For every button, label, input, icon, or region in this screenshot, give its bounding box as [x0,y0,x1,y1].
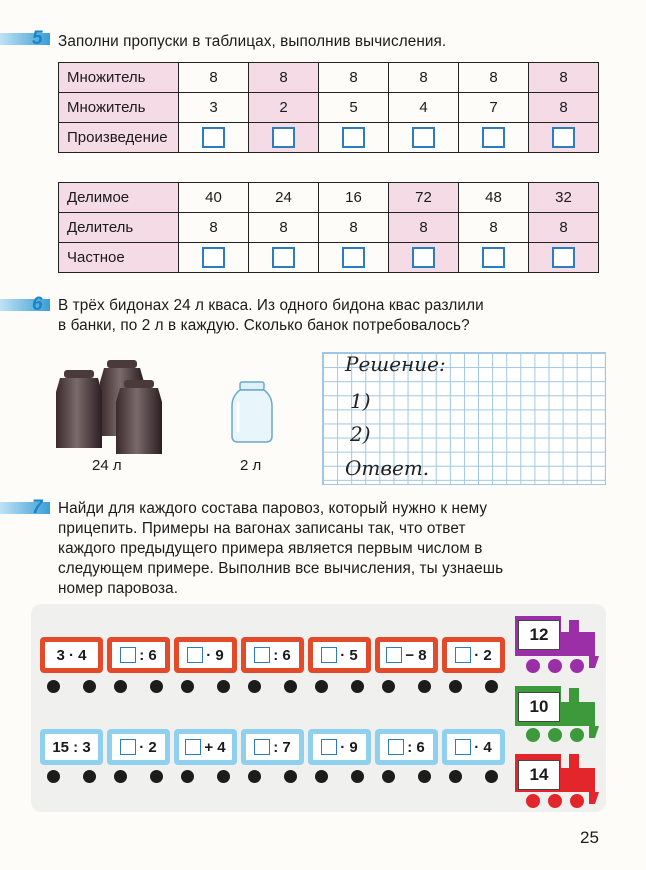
task7-line: следующем примере. Выполнив все вычисления, ты узнаешь [58,560,504,577]
answer-box-square[interactable] [552,127,575,148]
answer-box[interactable] [179,243,249,273]
blue-wagon-text: · 4 [474,738,492,756]
answer-box-square[interactable] [202,247,225,268]
table2-label-divisor: Делитель [59,213,179,243]
answer-box-square[interactable] [321,647,337,663]
red-wagon-text: · 5 [340,646,358,664]
table1-cell: 8 [179,63,249,93]
task7-line: Найди для каждого состава паровоз, который нужно к нему [58,500,488,517]
wheel [315,770,328,783]
table1-cell: 5 [319,93,389,123]
locomotive-14[interactable] [511,750,601,812]
page-number: 25 [580,828,599,847]
red-wagon-text: : 6 [273,646,291,664]
solution-step2: 2) [350,422,371,446]
task6-line1: В трёх бидонах 24 л кваса. Из одного бидона квас разлили [58,297,484,314]
answer-box-square[interactable] [120,647,136,663]
wheel [150,680,163,693]
blue-wagon-expr [447,734,500,760]
answer-box-square[interactable] [552,247,575,268]
blue-wagon-text: : 6 [407,738,425,756]
red-wagon-expr [447,642,500,668]
table2-cell: 72 [389,183,459,213]
task7-number: 7 [32,497,43,518]
task7-line: прицепить. Примеры на вагонах записаны так, что ответ [58,520,466,537]
red-wagon-text: : 6 [139,646,157,664]
red-wagon [375,637,438,673]
milk-cans-icon [50,352,170,456]
answer-box-square[interactable] [272,127,295,148]
answer-box-square[interactable] [342,247,365,268]
table2-cell: 24 [249,183,319,213]
table1-cell: 8 [249,63,319,93]
wheel [418,680,431,693]
answer-box-square[interactable] [455,647,471,663]
table2-label-quotient: Частное [59,243,179,273]
trains-area [31,604,606,812]
answer-box[interactable] [249,123,319,153]
blue-wagon-expr [45,734,98,760]
red-wagon [174,637,237,673]
red-wagon-text: − 8 [405,646,427,664]
red-wagon-expr [179,642,232,668]
blue-wagon-expr [246,734,299,760]
blue-wagon-expr [380,734,433,760]
red-wagon [241,637,304,673]
red-wagon [107,637,170,673]
jar-label: 2 л [240,457,262,474]
answer-box-square[interactable] [482,127,505,148]
table2-cell: 40 [179,183,249,213]
blue-wagon-text: 15 : 3 [52,738,91,756]
answer-box[interactable] [529,123,599,153]
wheel [47,680,60,693]
answer-box-square[interactable] [321,739,337,755]
jar-icon [230,380,274,444]
division-table [58,182,599,273]
wheel [181,680,194,693]
table1-label-product: Произведение [59,123,179,153]
wheel [449,770,462,783]
blue-wagon-text: · 9 [340,738,358,756]
locomotive-12[interactable] [511,614,601,676]
wheel [248,770,261,783]
wheel [449,680,462,693]
answer-box-square[interactable] [272,247,295,268]
answer-box[interactable] [319,123,389,153]
wheel [284,770,297,783]
red-wagon-expr [313,642,366,668]
wheel [217,680,230,693]
task7-line: каждого предыдущего примера является первым числом в [58,540,483,557]
task6-number: 6 [32,294,43,315]
blue-wagon-expr [179,734,232,760]
table2-label-dividend: Делимое [59,183,179,213]
answer-box-square[interactable] [187,647,203,663]
blue-wagon [241,729,304,765]
blue-wagon [442,729,505,765]
answer-box-square[interactable] [455,739,471,755]
table2-cell: 48 [459,183,529,213]
table1-cell: 8 [389,63,459,93]
multiplication-table [58,62,599,153]
task5-number: 5 [32,28,43,49]
solution-step1: 1) [350,389,371,413]
locomotive-number: 14 [518,760,560,790]
answer-box-square[interactable] [388,739,404,755]
wheel [83,770,96,783]
red-wagon-expr [112,642,165,668]
red-wagon-expr [45,642,98,668]
table2-cell: 8 [319,213,389,243]
solution-answer: Ответ. [345,456,430,480]
table2-cell: 8 [249,213,319,243]
answer-box-square[interactable] [412,247,435,268]
table1-label-factor2: Множитель [59,93,179,123]
wheel [382,770,395,783]
wheel [418,770,431,783]
wheel [485,770,498,783]
table1-cell: 8 [459,63,529,93]
table1-cell: 2 [249,93,319,123]
answer-box[interactable] [389,123,459,153]
answer-box-square[interactable] [342,127,365,148]
table1-cell: 4 [389,93,459,123]
task5-text: Заполни пропуски в таблицах, выполнив вычисления. [58,33,447,50]
answer-box-square[interactable] [120,739,136,755]
red-wagon-text: · 2 [474,646,492,664]
blue-wagon-expr [313,734,366,760]
red-wagon-expr [246,642,299,668]
task6-line2: в банки, по 2 л в каждую. Сколько банок потребовалось? [58,317,470,334]
red-wagon-text: 3 · 4 [56,646,87,664]
blue-wagon-expr [112,734,165,760]
answer-box[interactable] [389,243,459,273]
solution-heading: Решение: [345,352,446,376]
answer-box-square[interactable] [412,127,435,148]
answer-box-square[interactable] [482,247,505,268]
table1-cell: 8 [319,63,389,93]
answer-box-square[interactable] [386,647,402,663]
blue-wagon [40,729,103,765]
wheel [47,770,60,783]
task7-line: номер паровоза. [58,580,179,597]
red-wagon-expr [380,642,433,668]
blue-wagon [375,729,438,765]
answer-box[interactable] [459,123,529,153]
answer-box-square[interactable] [254,739,270,755]
answer-box[interactable] [319,243,389,273]
red-wagon [40,637,103,673]
wheel [83,680,96,693]
table1-cell: 3 [179,93,249,123]
blue-wagon-text: + 4 [204,738,226,756]
wheel [382,680,395,693]
table1-cell: 8 [529,93,599,123]
red-wagon [308,637,371,673]
table2-cell: 8 [459,213,529,243]
wheel [217,770,230,783]
table2-cell: 16 [319,183,389,213]
blue-wagon [174,729,237,765]
answer-box[interactable] [249,243,319,273]
wheel [485,680,498,693]
wheel [315,680,328,693]
wheel [248,680,261,693]
wheel [351,680,364,693]
locomotive-10[interactable] [511,682,601,744]
wheel [351,770,364,783]
red-wagon [442,637,505,673]
cans-label: 24 л [92,457,122,474]
answer-box-square[interactable] [202,127,225,148]
wheel [114,680,127,693]
locomotive-number: 12 [518,620,560,650]
answer-box[interactable] [179,123,249,153]
locomotive-number: 10 [518,692,560,722]
wheel [181,770,194,783]
answer-box-square[interactable] [185,739,201,755]
answer-box[interactable] [459,243,529,273]
wheel [284,680,297,693]
table2-cell: 8 [389,213,459,243]
answer-box-square[interactable] [254,647,270,663]
blue-wagon [107,729,170,765]
answer-box[interactable] [529,243,599,273]
blue-wagon-text: · 2 [139,738,157,756]
table1-cell: 7 [459,93,529,123]
wheel [114,770,127,783]
red-wagon-text: · 9 [206,646,224,664]
table1-cell: 8 [529,63,599,93]
blue-wagon [308,729,371,765]
table1-label-factor1: Множитель [59,63,179,93]
blue-wagon-text: : 7 [273,738,291,756]
table2-cell: 8 [179,213,249,243]
table2-cell: 8 [529,213,599,243]
wheel [150,770,163,783]
table2-cell: 32 [529,183,599,213]
